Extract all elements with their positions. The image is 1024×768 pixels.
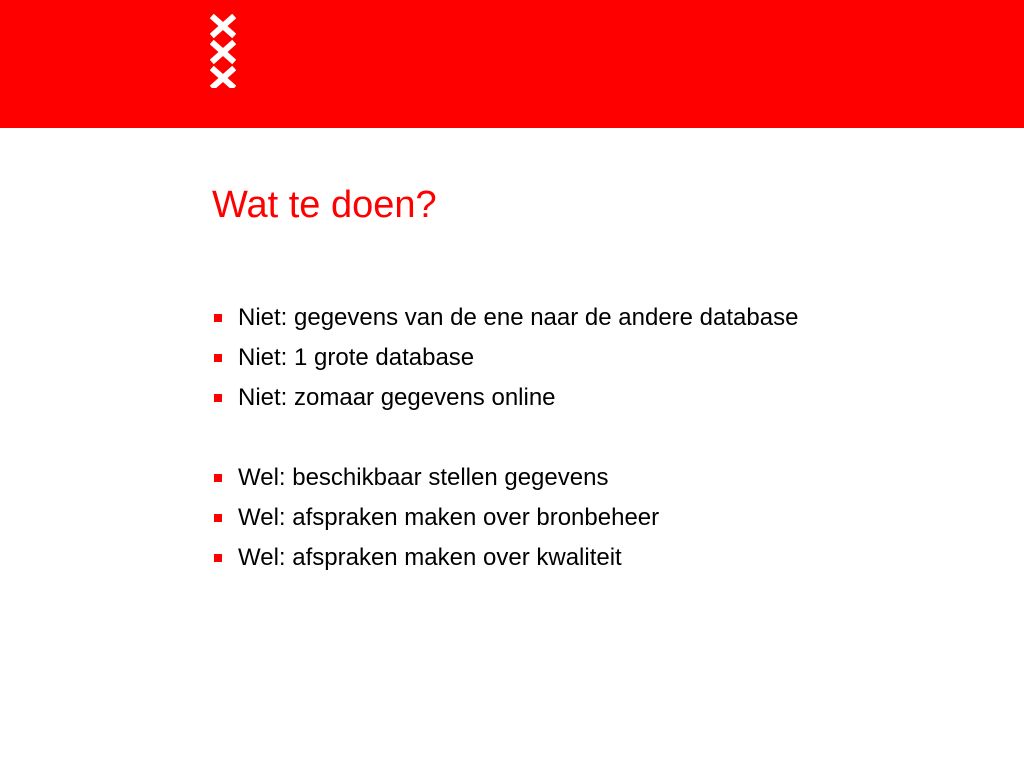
square-bullet-icon <box>214 354 222 362</box>
bullet-spacer <box>214 418 798 458</box>
bullet-item <box>214 538 798 578</box>
amsterdam-triple-cross-icon <box>210 14 236 88</box>
square-bullet-icon <box>214 394 222 402</box>
header-band <box>0 0 1024 128</box>
bullet-item <box>214 298 798 338</box>
bullet-item <box>214 498 798 538</box>
bullet-text: Wel: beschikbaar stellen gegevens <box>238 464 609 491</box>
square-bullet-icon <box>214 554 222 562</box>
bullet-item <box>214 378 798 418</box>
bullet-text: Niet: 1 grote database <box>238 344 475 371</box>
bullet-list <box>214 298 798 578</box>
square-bullet-icon <box>214 314 222 322</box>
bullet-text: Niet: gegevens van de ene naar de andere database <box>238 304 799 331</box>
bullet-text: Wel: afspraken maken over kwaliteit <box>238 544 622 571</box>
square-bullet-icon <box>214 474 222 482</box>
slide-title: Wat te doen? <box>212 184 437 226</box>
bullet-item <box>214 338 798 378</box>
bullet-text: Wel: afspraken maken over bronbeheer <box>238 504 660 531</box>
bullet-text: Niet: zomaar gegevens online <box>238 384 556 411</box>
square-bullet-icon <box>214 514 222 522</box>
bullet-item <box>214 458 798 498</box>
